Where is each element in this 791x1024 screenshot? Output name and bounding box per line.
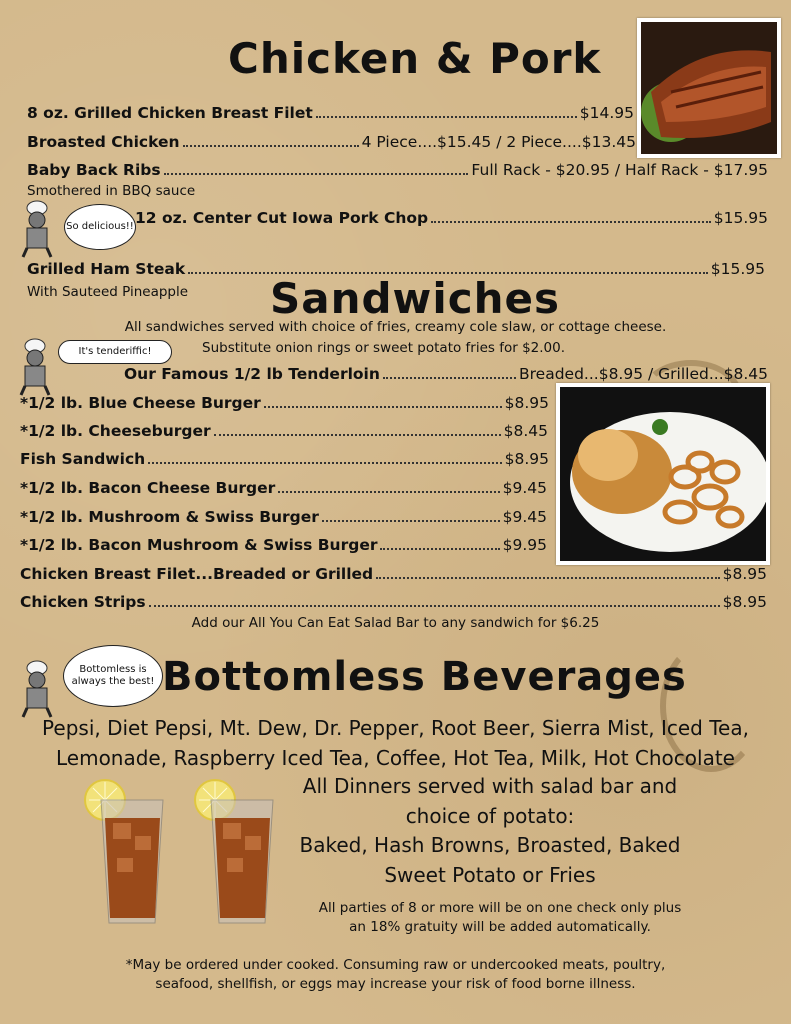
menu-item: Chicken Breast Filet...Breaded or Grilled $8.95 bbox=[20, 565, 767, 583]
chicken-pork-title: Chicken & Pork bbox=[228, 34, 602, 83]
iced-tea-glass-image bbox=[83, 778, 168, 928]
menu-item: *1/2 lb. Blue Cheese Burger $8.95 bbox=[20, 394, 549, 412]
sandwiches-substitute-note: Substitute onion rings or sweet potato fries for $2.00. bbox=[202, 340, 566, 356]
chef-icon bbox=[15, 338, 55, 396]
beverages-title: Bottomless Beverages bbox=[162, 654, 687, 700]
menu-item: Baby Back Ribs Full Rack - $20.95 / Half Rack - $17.95 bbox=[27, 161, 768, 179]
parties-note: All parties of 8 or more will be on one check only plus bbox=[318, 900, 682, 916]
menu-item: Grilled Ham Steak $15.95 bbox=[27, 260, 765, 278]
menu-item: Broasted Chicken 4 Piece....$15.45 / 2 Piece....$13.45 bbox=[27, 133, 636, 151]
beverages-list: Lemonade, Raspberry Iced Tea, Coffee, Hot Tea, Milk, Hot Chocolate bbox=[55, 746, 735, 770]
dinners-note: choice of potato: bbox=[405, 804, 575, 828]
menu-item: 12 oz. Center Cut Iowa Pork Chop $15.95 bbox=[135, 209, 768, 227]
salad-bar-note: Add our All You Can Eat Salad Bar to any sandwich for $6.25 bbox=[191, 615, 600, 631]
menu-item: *1/2 lb. Bacon Mushroom & Swiss Burger $9.95 bbox=[20, 536, 547, 554]
menu-item: *1/2 lb. Cheeseburger $8.45 bbox=[20, 422, 548, 440]
menu-item-note: Smothered in BBQ sauce bbox=[27, 183, 196, 199]
menu-item: Fish Sandwich $8.95 bbox=[20, 450, 549, 468]
menu-item: *1/2 lb. Mushroom & Swiss Burger $9.45 bbox=[20, 508, 547, 526]
disclaimer: *May be ordered under cooked. Consuming raw or undercooked meats, poultry, bbox=[125, 957, 666, 973]
dinners-note: All Dinners served with salad bar and bbox=[302, 774, 678, 798]
parties-note: an 18% gratuity will be added automatically. bbox=[349, 919, 651, 935]
chef-icon bbox=[17, 660, 57, 718]
disclaimer: seafood, shellfish, or eggs may increase your risk of food borne illness. bbox=[155, 976, 636, 992]
sandwiches-intro: All sandwiches served with choice of fries, creamy cole slaw, or cottage cheese. bbox=[124, 319, 667, 335]
sandwiches-title: Sandwiches bbox=[270, 274, 561, 323]
dinners-note: Baked, Hash Browns, Broasted, Baked bbox=[299, 833, 681, 857]
menu-item: *1/2 lb. Bacon Cheese Burger $9.45 bbox=[20, 479, 547, 497]
menu-item: Our Famous 1/2 lb Tenderloin Breaded...$8.95 / Grilled...$8.45 bbox=[124, 365, 768, 383]
menu-item: 8 oz. Grilled Chicken Breast Filet $14.95 bbox=[27, 104, 634, 122]
dinners-note: Sweet Potato or Fries bbox=[384, 863, 596, 887]
speech-bubble: So delicious!! bbox=[64, 204, 136, 250]
speech-bubble: Bottomless is always the best! bbox=[63, 645, 163, 707]
speech-bubble: It's tenderiffic! bbox=[58, 340, 172, 364]
beverages-list: Pepsi, Diet Pepsi, Mt. Dew, Dr. Pepper, Root Beer, Sierra Mist, Iced Tea, bbox=[42, 716, 749, 740]
menu-item-note: With Sauteed Pineapple bbox=[27, 284, 189, 300]
ribs-photo bbox=[637, 18, 781, 158]
chef-icon bbox=[17, 200, 57, 258]
menu-item: Chicken Strips $8.95 bbox=[20, 593, 767, 611]
iced-tea-glass-image bbox=[193, 778, 278, 928]
tenderloin-photo bbox=[556, 383, 770, 565]
